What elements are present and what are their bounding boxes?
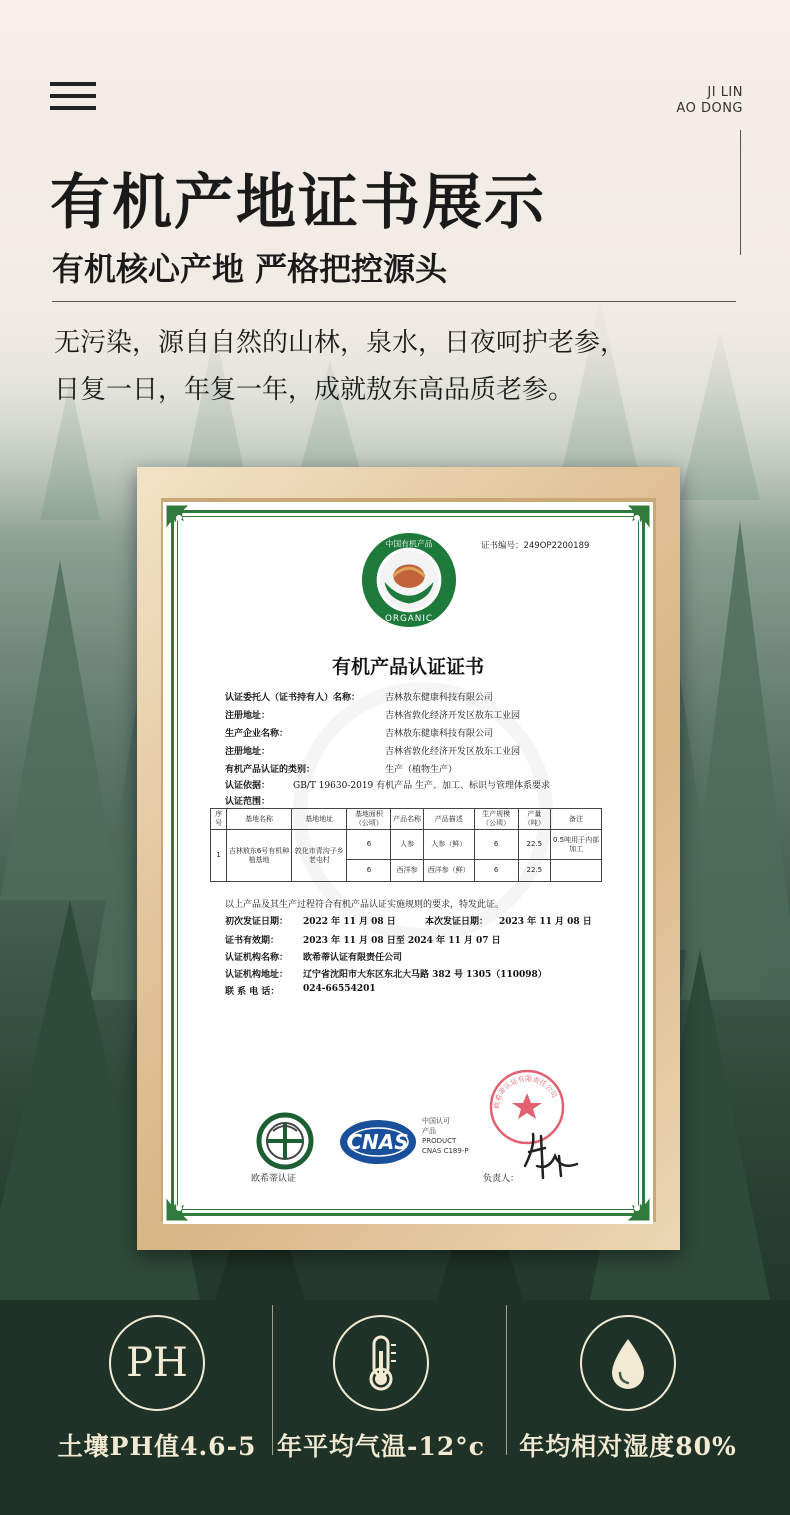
- field-label-client: 认证委托人（证书持有人）名称：: [225, 693, 361, 703]
- ofdc-logo-icon: [255, 1111, 315, 1171]
- table-header-cell: 基地名称: [227, 809, 292, 830]
- table-cell: 6: [347, 860, 391, 882]
- org-name-label: 认证机构名称：: [225, 953, 289, 963]
- table-cell-index: 1: [211, 830, 227, 882]
- validity-period: 2023 年 11 月 08 日至 2024 年 11 月 07 日: [303, 936, 501, 946]
- table-cell: [551, 860, 602, 882]
- logo-bottom-text: ORGANIC: [384, 614, 434, 625]
- org-name: 欧希蒂认证有限责任公司: [303, 953, 403, 963]
- first-issue-label: 初次发证日期：: [225, 917, 289, 927]
- brand-label: [676, 85, 743, 117]
- certificate-statement: 以上产品及其生产过程符合有机产品认证实施规则的要求，特发此证。: [225, 900, 505, 910]
- table-cell: 6: [347, 830, 391, 860]
- corner-ornament-icon: [165, 504, 205, 544]
- table-header-cell: 基地面积（公顷）: [347, 809, 391, 830]
- table-header-cell: 基地地址: [291, 809, 347, 830]
- table-cell: 6: [474, 860, 518, 882]
- table-cell: 西洋参（鲜）: [423, 860, 474, 882]
- cnas-caption-line: CNAS C189-P: [422, 1147, 469, 1155]
- table-cell: 人参（鲜）: [423, 830, 474, 860]
- cnas-logo-text: CNAS: [347, 1130, 409, 1154]
- table-cell: 22.5: [518, 860, 550, 882]
- phone-number: 024-66554201: [303, 984, 376, 994]
- table-header-cell: 生产规模（公顷）: [474, 809, 518, 830]
- ofdc-label: 欧希蒂认证: [251, 1174, 297, 1184]
- this-issue-label: 本次发证日期：: [425, 917, 489, 927]
- field-label-category: 有机产品认证的类别：: [225, 765, 316, 775]
- water-drop-icon: [580, 1315, 676, 1411]
- corner-ornament-icon: [611, 504, 651, 544]
- this-issue-date: 2023 年 11 月 08 日: [499, 917, 592, 927]
- page-title: 有机产地证书展示: [50, 168, 546, 238]
- corner-ornament-icon: [611, 1182, 651, 1222]
- hamburger-menu-icon[interactable]: [50, 82, 96, 112]
- seal-text: 欧希蒂认证有限责任公司: [492, 1074, 559, 1110]
- thermometer-icon: [333, 1315, 429, 1411]
- field-label-address-1: 注册地址：: [225, 711, 271, 721]
- certificate-title: 有机产品认证证书: [331, 656, 484, 678]
- table-header-cell: 产量（吨）: [518, 809, 550, 830]
- field-label-scope: 认证范围：: [225, 797, 271, 807]
- org-address: 辽宁省沈阳市大东区东北大马路 382 号 1305（110098）: [303, 970, 547, 980]
- org-address-label: 认证机构地址：: [225, 970, 289, 980]
- table-cell: 西洋参: [391, 860, 423, 882]
- table-cell: 人参: [391, 830, 423, 860]
- table-header-cell: 产品描述: [423, 809, 474, 830]
- cnas-caption-line: 中国认可: [422, 1117, 450, 1125]
- table-header-cell: 产品名称: [391, 809, 423, 830]
- phone-label: 联 系 电 话：: [225, 987, 280, 997]
- signer-label: 负责人：: [483, 1174, 520, 1184]
- field-value-client: 吉林敖东健康科技有限公司: [385, 693, 494, 703]
- stat-soil-ph: [42, 1315, 272, 1463]
- corner-ornament-icon: [165, 1182, 205, 1222]
- signature-icon: [515, 1126, 585, 1186]
- horizontal-divider: [52, 301, 736, 302]
- table-row: [211, 830, 602, 860]
- certificate-number: 证书编号：249OP2200189: [481, 541, 590, 551]
- stat-label: 土壤PH值4.6-5: [57, 1432, 257, 1461]
- field-label-basis: 认证依据：: [225, 781, 271, 791]
- table-cell: 22.5: [518, 830, 550, 860]
- validity-label: 证书有效期：: [225, 936, 280, 946]
- stat-temperature: [266, 1315, 496, 1463]
- field-label-address-2: 注册地址：: [225, 747, 271, 757]
- certificate-document: [163, 502, 653, 1224]
- table-cell: 6: [474, 830, 518, 860]
- ph-icon: [109, 1315, 205, 1411]
- table-cell-base-name: 吉林敖东6号有机种植基地: [227, 830, 292, 882]
- first-issue-date: 2022 年 11 月 08 日: [303, 917, 396, 927]
- field-value-producer: 吉林敖东健康科技有限公司: [385, 729, 494, 739]
- stat-divider: [506, 1305, 507, 1455]
- organic-logo-icon: [360, 531, 458, 629]
- stat-humidity: [513, 1315, 743, 1463]
- cnas-caption-line: PRODUCT: [422, 1137, 457, 1145]
- stat-label: 年平均气温-12°c: [277, 1432, 485, 1461]
- field-label-producer: 生产企业名称：: [225, 729, 289, 739]
- table-header-cell: 备注: [551, 809, 602, 830]
- page-subtitle: 有机核心产地 严格把控源头: [52, 250, 448, 288]
- field-value-category: 生产（植物生产）: [385, 765, 458, 775]
- brand-line-2: AO DONG: [676, 101, 743, 116]
- field-value-address-2: 吉林省敦化经济开发区敖东工业园: [385, 747, 521, 757]
- table-header-cell: 序号: [211, 809, 227, 830]
- field-value-address-1: 吉林省敦化经济开发区敖东工业园: [385, 711, 521, 721]
- stat-label: 年均相对湿度80%: [519, 1432, 737, 1461]
- ph-icon-text: PH: [126, 1340, 188, 1386]
- cnas-caption-line: 产品: [422, 1127, 436, 1135]
- cnas-logo-icon: [338, 1116, 418, 1168]
- vertical-divider: [740, 130, 741, 255]
- certification-scope-table: [210, 808, 602, 882]
- field-value-basis: GB/T 19630-2019 有机产品 生产、加工、标识与管理体系要求: [293, 781, 550, 791]
- table-header-row: [211, 809, 602, 830]
- description-line-1: 无污染，源自自然的山林，泉水，日夜呵护老参，: [54, 328, 627, 358]
- table-cell-base-address: 敦化市青沟子乡老屯村: [291, 830, 347, 882]
- table-cell: 0.5吨用于内部加工: [551, 830, 602, 860]
- description-line-2: 日复一日，年复一年，成就敖东高品质老参。: [54, 375, 575, 405]
- brand-line-1: JI LIN: [707, 85, 743, 100]
- cnas-caption: [422, 1116, 469, 1156]
- logo-ring-text: 中国有机产品: [385, 539, 433, 549]
